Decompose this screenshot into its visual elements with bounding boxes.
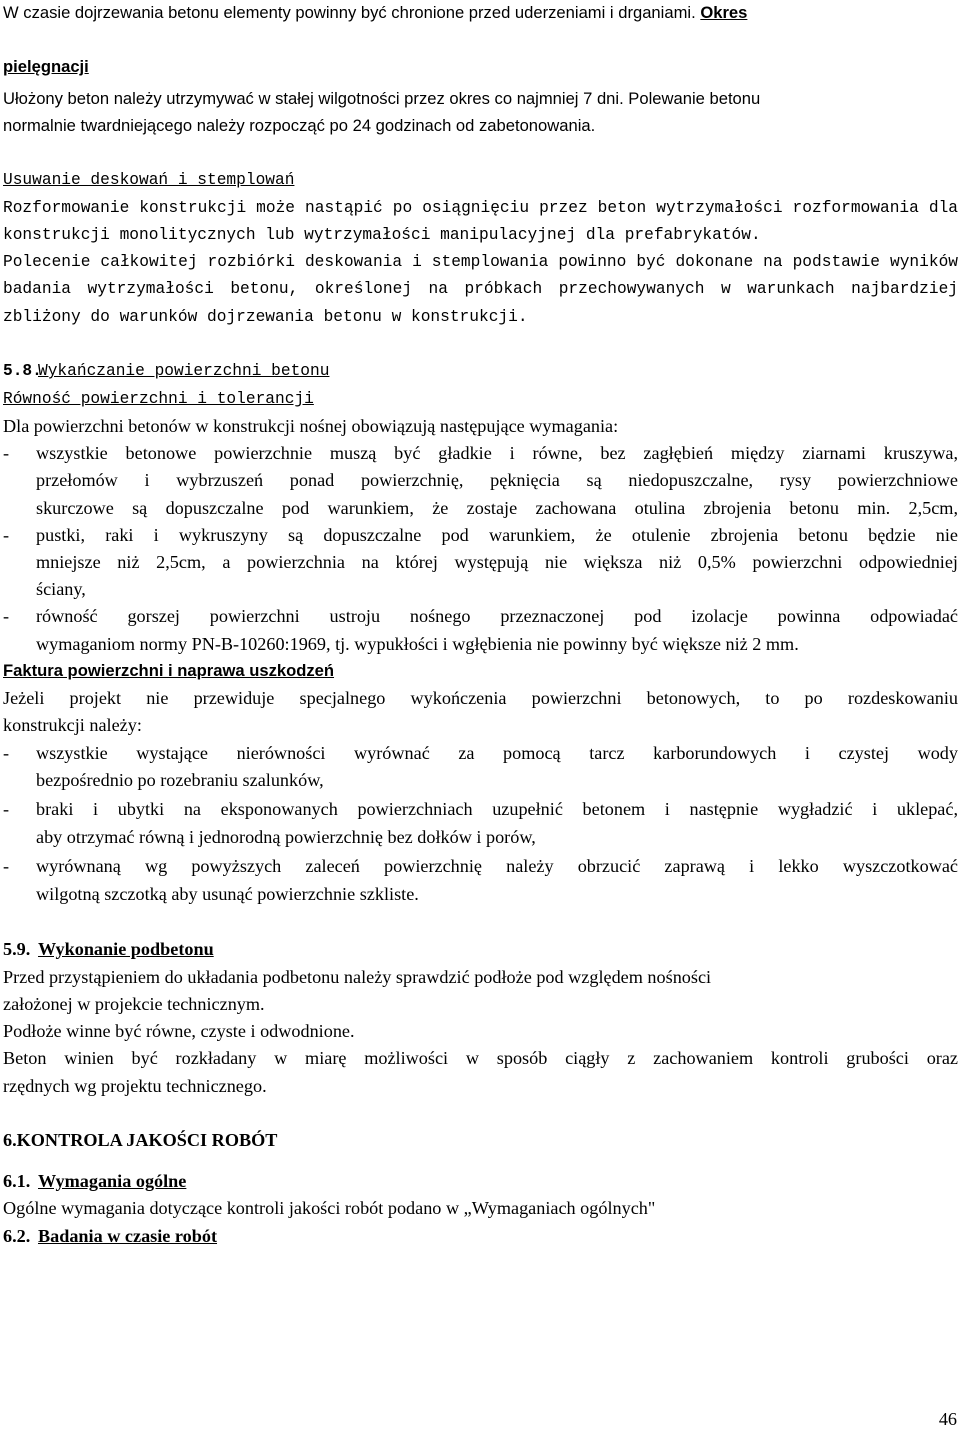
list-dash: - [3,743,10,763]
section-title: Badania w czasie robót [38,1226,218,1246]
subsection-heading: Faktura powierzchni i naprawa uszkodzeń [3,661,335,680]
list-item-line: równość gorszej powierzchni ustroju nośnego przeznaczonej pod izolacje powinna odpowiadać [36,606,958,626]
section-title: Wymagania ogólne [38,1171,187,1191]
paragraph-line: Ułożony beton należy utrzymywać w stałej wilgotności przez okres co najmniej 7 dni. Polewanie betonu [3,89,761,108]
section-number: 6.1. [3,1171,31,1191]
paragraph-line: założonej w projekcie technicznym. [3,994,265,1014]
section-heading: Okres [700,3,748,22]
paragraph-line: Ogólne wymagania dotyczące kontroli jakości robót podano w „Wymaganiach ogólnych" [3,1198,656,1218]
list-dash: - [3,856,10,876]
section-heading [3,938,214,960]
list-item-line: przełomów i wybrzuszeń ponad powierzchnię, pęknięcia są niedopuszczalne, rysy powierzchniowe [36,470,958,490]
list-item-line: wszystkie betonowe powierzchnie muszą być gładkie i równe, bez zagłębień między ziarnami kruszywa, [36,443,958,463]
list-item-line: ściany, [36,579,86,599]
paragraph-line: Beton winien być rozkładany w miarę możliwości w sposób ciągły z zachowaniem kontroli grubości oraz [3,1048,958,1068]
paragraph-line: konstrukcji należy: [3,715,142,735]
section-number: 5.8. [3,362,42,380]
list-item-line: wymaganiom normy PN-B-10260:1969, tj. wypukłości i wgłębienia nie powinny być większe niż 2 mm. [36,634,799,654]
list-item-line: wszystkie wystające nierówności wyrównać za pomocą tarcz karborundowych i czystej wody [36,743,958,763]
paragraph-line: badania wytrzymałości betonu, określonej na próbkach przechowywanych w warunkach najbardziej [3,280,958,298]
paragraph-line: rzędnych wg projektu technicznego. [3,1076,267,1096]
list-item-line: braki i ubytki na eksponowanych powierzchniach uzupełnić betonem i następnie wygładzić i uklepać, [36,799,958,819]
list-item-line: mniejsze niż 2,5cm, a powierzchnia na której występują nie większa niż 0,5% powierzchni odpowiedniej [36,552,958,572]
section-title: Wykańczanie powierzchni betonu [38,362,330,380]
paragraph-line: Rozformowanie konstrukcji może nastąpić po osiągnięciu przez beton wytrzymałości rozformowania dla [3,199,958,217]
list-item-line: skurczowe są dopuszczalne pod warunkiem, że zostaje zachowana otulina zbrojenia betonu min. 2,5cm, [36,498,958,518]
list-item-line: aby otrzymać równą i jednorodną powierzchnię bez dołków i porów, [36,827,536,847]
list-item-line: bezpośrednio po rozebraniu szalunków, [36,770,324,790]
page-number: 46 [938,1409,957,1429]
paragraph-line: Jeżeli projekt nie przewiduje specjalnego wykończenia powierzchni betonowych, to po rozdeskowaniu [3,688,958,708]
paragraph-line: W czasie dojrzewania betonu elementy powinny być chronione przed uderzeniami i drganiami. Okres [3,3,748,22]
paragraph-line: zbliżony do warunków dojrzewania betonu w konstrukcji. [3,308,528,326]
section-heading [3,1170,186,1192]
section-number: 6.2. [3,1226,31,1246]
list-dash: - [3,525,10,545]
paragraph-line: konstrukcji monolitycznych lub wytrzymałości manipulacyjnej dla prefabrykatów. [3,226,761,244]
section-heading: pielęgnacji [3,57,89,76]
paragraph-line: Podłoże winne być równe, czyste i odwodnione. [3,1021,355,1041]
list-item-line: pustki, raki i wykruszyny są dopuszczalne pod warunkiem, że otulenie zbrojenia betonu będzie nie [36,525,958,545]
subsection-heading: Równość powierzchni i tolerancji [3,390,314,408]
paragraph-line: Polecenie całkowitej rozbiórki deskowania i stemplowania powinno być dokonane na podstawie wyników [3,253,958,271]
section-heading [3,360,329,382]
section-title: Wykonanie podbetonu [38,939,214,959]
paragraph-line: Przed przystąpieniem do układania podbetonu należy sprawdzić podłoże pod względem nośności [3,967,712,987]
paragraph-line: Dla powierzchni betonów w konstrukcji nośnej obowiązują następujące wymagania: [3,416,619,436]
list-dash: - [3,443,10,463]
list-dash: - [3,799,10,819]
paragraph-line: normalnie twardniejącego należy rozpocząć po 24 godzinach od zabetonowania. [3,116,596,135]
chapter-heading: 6.KONTROLA JAKOŚCI ROBÓT [3,1130,278,1150]
list-item-line: wyrównaną wg powyższych zaleceń powierzchnię należy obrzucić zaprawą i lekko wyszczotkować [36,856,958,876]
section-number: 5.9. [3,939,31,959]
section-heading: Usuwanie deskowań i stemplowań [3,171,295,189]
section-heading [3,1225,217,1247]
list-item-line: wilgotną szczotką aby usunąć powierzchnie szkliste. [36,884,419,904]
list-dash: - [3,606,10,626]
